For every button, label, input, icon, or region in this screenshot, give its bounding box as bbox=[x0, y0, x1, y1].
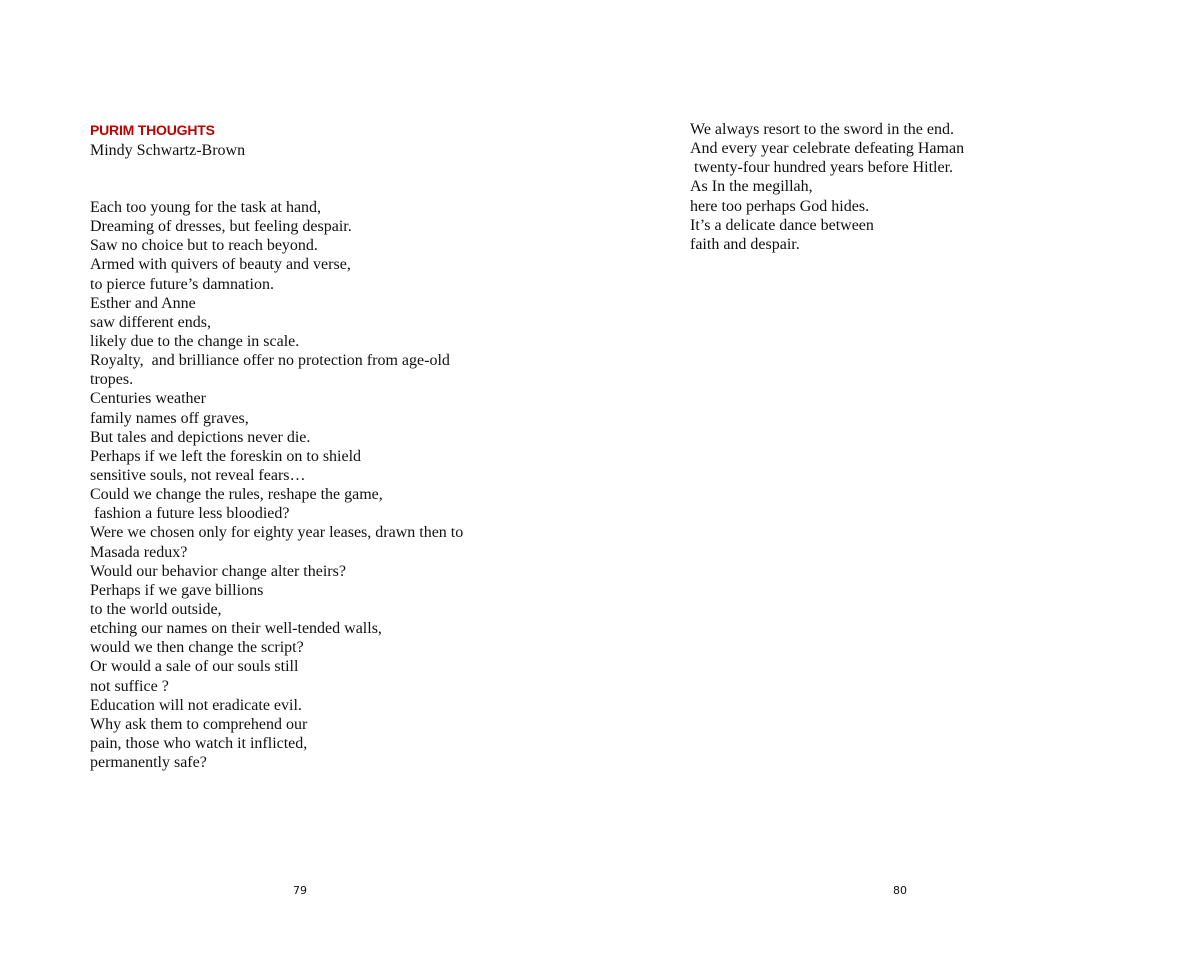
poem-line: Could we change the rules, reshape the game, bbox=[90, 486, 383, 504]
poem-line: And every year celebrate defeating Haman bbox=[690, 140, 965, 158]
poem-line: Esther and Anne bbox=[90, 294, 196, 312]
poem-line: Perhaps if we gave billions bbox=[90, 581, 264, 599]
poem-line: Were we chosen only for eighty year leases, drawn then to bbox=[90, 524, 464, 542]
poem-line: would we then change the script? bbox=[90, 639, 304, 657]
poem-line: family names off graves, bbox=[90, 409, 249, 427]
poem-title: PURIM THOUGHTS bbox=[90, 122, 215, 138]
poem-line: Saw no choice but to reach beyond. bbox=[90, 237, 318, 255]
poem-body-left bbox=[90, 198, 463, 772]
poem-line: It’s a delicate dance between bbox=[690, 216, 874, 234]
poem-line: etching our names on their well-tended walls, bbox=[90, 620, 382, 638]
page-number-left: 79 bbox=[293, 884, 307, 897]
poem-author: Mindy Schwartz-Brown bbox=[90, 142, 246, 159]
poem-line: Masada redux? bbox=[90, 543, 188, 561]
poem-body-right bbox=[690, 120, 964, 254]
poem-line: here too perhaps God hides. bbox=[690, 197, 870, 215]
poem-line: to pierce future’s damnation. bbox=[90, 275, 274, 293]
poem-line: Or would a sale of our souls still bbox=[90, 658, 299, 676]
poem-line: Why ask them to comprehend our bbox=[90, 715, 308, 733]
poem-line: likely due to the change in scale. bbox=[90, 332, 300, 350]
page-number-right: 80 bbox=[893, 884, 907, 897]
poem-line: As In the megillah, bbox=[690, 178, 813, 196]
poem-line: to the world outside, bbox=[90, 600, 222, 618]
poem-line: We always resort to the sword in the end. bbox=[690, 121, 954, 138]
poem-line: permanently safe? bbox=[90, 754, 207, 772]
poem-line: Education will not eradicate evil. bbox=[90, 696, 302, 714]
poem-line: Centuries weather bbox=[90, 390, 206, 408]
poem-line: Royalty, and brilliance offer no protection from age-old bbox=[90, 352, 450, 370]
poem-line: not suffice ? bbox=[90, 677, 169, 695]
poem-line: fashion a future less bloodied? bbox=[90, 505, 290, 523]
poem-line: saw different ends, bbox=[90, 313, 211, 331]
poem-line: Armed with quivers of beauty and verse, bbox=[90, 256, 351, 274]
poem-line: pain, those who watch it inflicted, bbox=[90, 734, 308, 752]
poem-line: faith and despair. bbox=[690, 235, 800, 253]
poem-line: Dreaming of dresses, but feeling despair. bbox=[90, 218, 352, 236]
poem-line: Perhaps if we left the foreskin on to shield bbox=[90, 447, 362, 465]
poem-line: tropes. bbox=[90, 371, 134, 389]
poem-line: Would our behavior change alter theirs? bbox=[90, 562, 346, 580]
poem-line: Each too young for the task at hand, bbox=[90, 199, 322, 216]
poem-line: twenty-four hundred years before Hitler. bbox=[690, 159, 954, 177]
poem-line: But tales and depictions never die. bbox=[90, 428, 311, 446]
right-page bbox=[600, 0, 1200, 960]
poem-line: sensitive souls, not reveal fears… bbox=[90, 466, 306, 484]
